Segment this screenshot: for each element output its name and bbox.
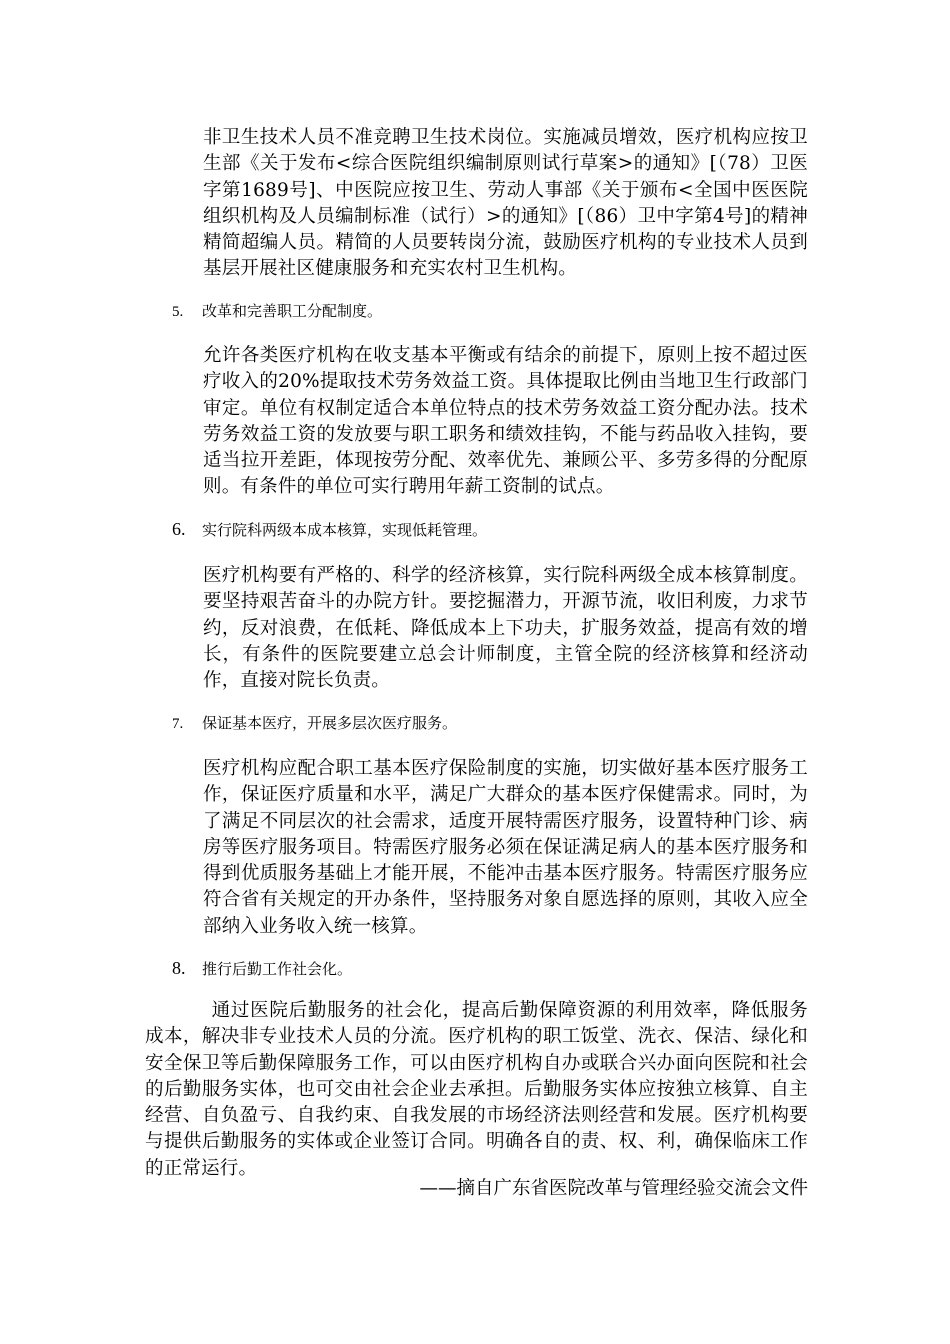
section-body-5: 允许各类医疗机构在收支基本平衡或有结余的前提下，原则上按不超过医疗收入的20%提取技术劳务效益工资。具体提取比例由当地卫生行政部门审定。单位有权制定适合本单位特点的技术劳务效益工资分配办法。技术劳务效益工资的发放要与职工职务和绩效挂钩，不能与药品收入挂钩，要适当拉开差距，体现按劳分配、效率优先、兼顾公平、多劳多得的分配原则。有条件的单位可实行聘用年薪工资制的试点。: [203, 345, 808, 498]
section-number: 6.: [172, 519, 186, 539]
section-heading-7: [172, 713, 457, 734]
source-signature: ——摘自广东省医院改革与管理经验交流会文件: [419, 1178, 808, 1199]
section-number: 8.: [172, 958, 186, 978]
section-body-6: 医疗机构要有严格的、科学的经济核算，实行院科两级全成本核算制度。要坚持艰苦奋斗的办院方针。要挖掘潜力，开源节流，收旧利废，力求节约，反对浪费，在低耗、降低成本上下功夫，扩服务效益，提高有效的增长，有条件的医院要建立总会计师制度，主管全院的经济核算和经济动作，直接对院长负责。: [203, 565, 808, 692]
section-number: 5.: [172, 304, 184, 320]
section-heading-6: [172, 519, 487, 540]
section-title: 推行后勤工作社会化。: [202, 960, 353, 978]
intro-paragraph: 非卫生技术人员不准竞聘卫生技术岗位。实施减员增效，医疗机构应按卫生部《关于发布<综合医院组织编制原则试行草案>的通知》[（78）卫医字第1689号]、中医院应按卫生、劳动人事部《关于颁布<全国中医医院组织机构及人员编制标准（试行）>的通知》[（86）卫中字第4号]的精神精简超编人员。精简的人员要转岗分流，鼓励医疗机构的专业技术人员到基层开展社区健康服务和充实农村卫生机构。: [203, 127, 808, 280]
section-body-8: 通过医院后勤服务的社会化，提高后勤保障资源的利用效率，降低服务成本，解决非专业技术人员的分流。医疗机构的职工饭堂、洗衣、保洁、绿化和安全保卫等后勤保障服务工作，可以由医疗机构自办或联合兴办面向医院和社会的后勤服务实体，也可交由社会企业去承担。后勤服务实体应按独立核算、自主经营、自负盈亏、自我约束、自我发展的市场经济法则经营和发展。医疗机构要与提供后勤服务的实体或企业签订合同。明确各自的责、权、利，确保临床工作的正常运行。: [145, 1000, 808, 1179]
section-number: 7.: [172, 716, 184, 732]
section-title: 保证基本医疗，开展多层次医疗服务。: [202, 714, 458, 732]
section-body-7: 医疗机构应配合职工基本医疗保险制度的实施，切实做好基本医疗服务工作，保证医疗质量和水平，满足广大群众的基本医疗保健需求。同时，为了满足不同层次的社会需求，适度开展特需医疗服务，设置特种门诊、病房等医疗服务项目。特需医疗服务必须在保证满足病人的基本医疗服务和得到优质服务基础上才能开展，不能冲击基本医疗服务。特需医疗服务应符合省有关规定的开办条件，坚持服务对象自愿选择的原则，其收入应全部纳入业务收入统一核算。: [203, 758, 808, 937]
section-title: 改革和完善职工分配制度。: [202, 302, 383, 320]
section-heading-5: [172, 301, 382, 322]
section-title: 实行院科两级本成本核算，实现低耗管理。: [202, 521, 488, 539]
section-heading-8: [172, 958, 352, 979]
